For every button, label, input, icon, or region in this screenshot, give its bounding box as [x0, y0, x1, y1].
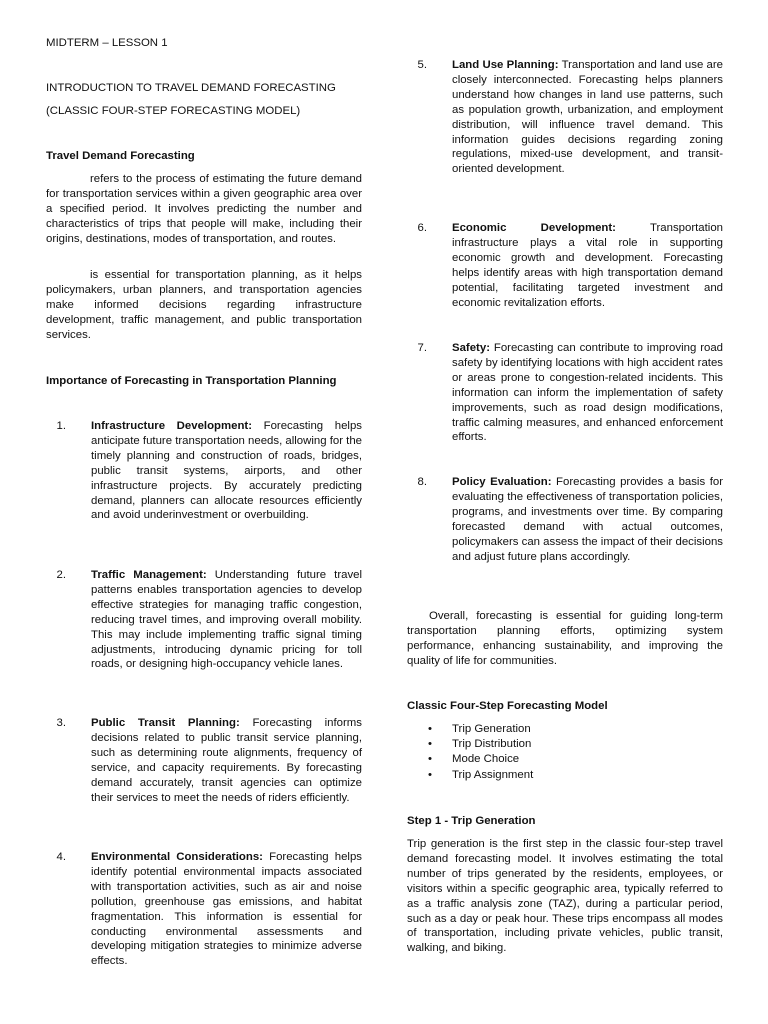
list-item: • Mode Choice — [407, 752, 723, 767]
item-text: Transportation and land use are closely interconnected. Forecasting helps planners understand how changes in land use patterns, such as population growth, urbanization, and employment distribution, will influence travel demand. This information guides decisions regarding zoning regulations, mixed-use development, and transit-oriented development. — [452, 59, 723, 176]
item-number: 1. — [56, 420, 66, 432]
importance-item-2 — [46, 568, 362, 672]
item-title: Policy Evaluation: — [452, 476, 552, 488]
model-heading: Classic Four-Step Forecasting Model — [407, 700, 608, 712]
item-number: 2. — [56, 569, 66, 581]
step1-heading: Step 1 - Trip Generation — [407, 815, 536, 827]
lesson-label: MIDTERM – LESSON 1 — [46, 37, 168, 49]
overall-paragraph: Overall, forecasting is essential for guiding long-term transportation planning efforts, optimizing system performance, enhancing sustainability, and improving the quality of life for communities. — [407, 610, 723, 667]
importance-item-4 — [46, 850, 362, 969]
item-title: Traffic Management: — [91, 569, 207, 581]
item-number: 6. — [417, 222, 427, 234]
item-title: Infrastructure Development: — [91, 420, 252, 432]
document-title: INTRODUCTION TO TRAVEL DEMAND FORECASTING — [46, 82, 336, 94]
list-item: • Trip Distribution — [407, 737, 723, 752]
item-number: 4. — [56, 851, 66, 863]
importance-item-3 — [46, 716, 362, 805]
item-number: 8. — [417, 476, 427, 488]
item-number: 3. — [56, 717, 66, 729]
importance-item-6 — [407, 221, 723, 310]
model-steps-list — [407, 722, 723, 783]
definition-paragraph-1: refers to the process of estimating the future demand for transportation services within a given geographic area over a specified period. It involves predicting the number and characteristics of trips that people will make, including their origins, destinations, modes of transportation, and routes. — [46, 173, 362, 245]
item-text: Forecasting helps anticipate future transportation needs, allowing for the timely planning and construction of roads, bridges, public transit systems, airports, and other infrastructure projects. By accurately predicting demand, planners can allocate resources efficiently and avoid underinvestment or overbuilding. — [91, 420, 363, 522]
definition-paragraph-2: is essential for transportation planning, as it helps policymakers, urban planners, and transportation agencies make informed decisions regarding infrastructure development, traffic management, and public transportation services. — [46, 269, 362, 341]
list-item: • Trip Assignment — [407, 768, 723, 783]
item-title: Environmental Considerations: — [91, 851, 263, 863]
item-number: 7. — [417, 342, 427, 354]
step1-paragraph: Trip generation is the first step in the classic four-step travel demand forecasting model. It involves estimating the total number of trips generated by the residents, employees, or visitors within a specific geographic area, typically referred to as a traffic analysis zone (TAZ), during a particular period, such as a day or peak hour. These trips encompass all modes of transportation, including private vehicles, public transit, walking, and biking. — [407, 838, 723, 955]
definition-heading: Travel Demand Forecasting — [46, 150, 195, 162]
importance-item-1 — [46, 419, 362, 523]
item-text: Understanding future travel patterns enables transportation agencies to develop effective strategies for managing traffic congestion, reducing travel times, and improving overall mobility. This may include implementing traffic signal timing adjustments, introducing dynamic pricing for toll roads, or designing high-occupancy vehicle lanes. — [91, 569, 363, 671]
importance-item-7 — [407, 341, 723, 445]
item-text: Forecasting can contribute to improving road safety by identifying locations with high accident rates or areas prone to congestion-related incidents. This information can inform the implementation of safety improvements, such as road design modifications, traffic calming measures, and enhanced enforcement efforts. — [452, 342, 723, 444]
item-text: Forecasting informs decisions related to public transit service planning, such as determining route alignments, frequency of service, and capacity requirements. By forecasting demand accurately, transit agencies can optimize their services to meet the needs of riders efficiently. — [91, 717, 362, 804]
item-text: Forecasting provides a basis for evaluating the effectiveness of transportation policies, programs, and investments over time. By comparing forecasted demand with actual outcomes, policymakers can assess the impact of their decisions and adjust future plans accordingly. — [452, 476, 723, 563]
importance-heading: Importance of Forecasting in Transportation Planning — [46, 375, 337, 387]
importance-item-8 — [407, 475, 723, 564]
list-item: • Trip Generation — [407, 722, 723, 737]
importance-item-5 — [407, 58, 723, 177]
item-title: Land Use Planning: — [452, 59, 559, 71]
item-title: Safety: — [452, 342, 490, 354]
item-text: Transportation infrastructure plays a vital role in supporting economic growth and development. Forecasting helps identify areas with high transportation demand potential, facilitating targeted investment and economic revitalization efforts. — [452, 222, 723, 309]
item-number: 5. — [417, 59, 427, 71]
item-title: Economic Development: — [452, 222, 616, 234]
item-text: Forecasting helps identify potential environmental impacts associated with transportation activities, such as air and noise pollution, greenhouse gas emissions, and habitat fragmentation. This information is essential for conducting environmental assessments and developing mitigation strategies to minimize adverse effects. — [91, 851, 362, 968]
item-title: Public Transit Planning: — [91, 717, 240, 729]
document-subtitle: (CLASSIC FOUR-STEP FORECASTING MODEL) — [46, 105, 301, 117]
